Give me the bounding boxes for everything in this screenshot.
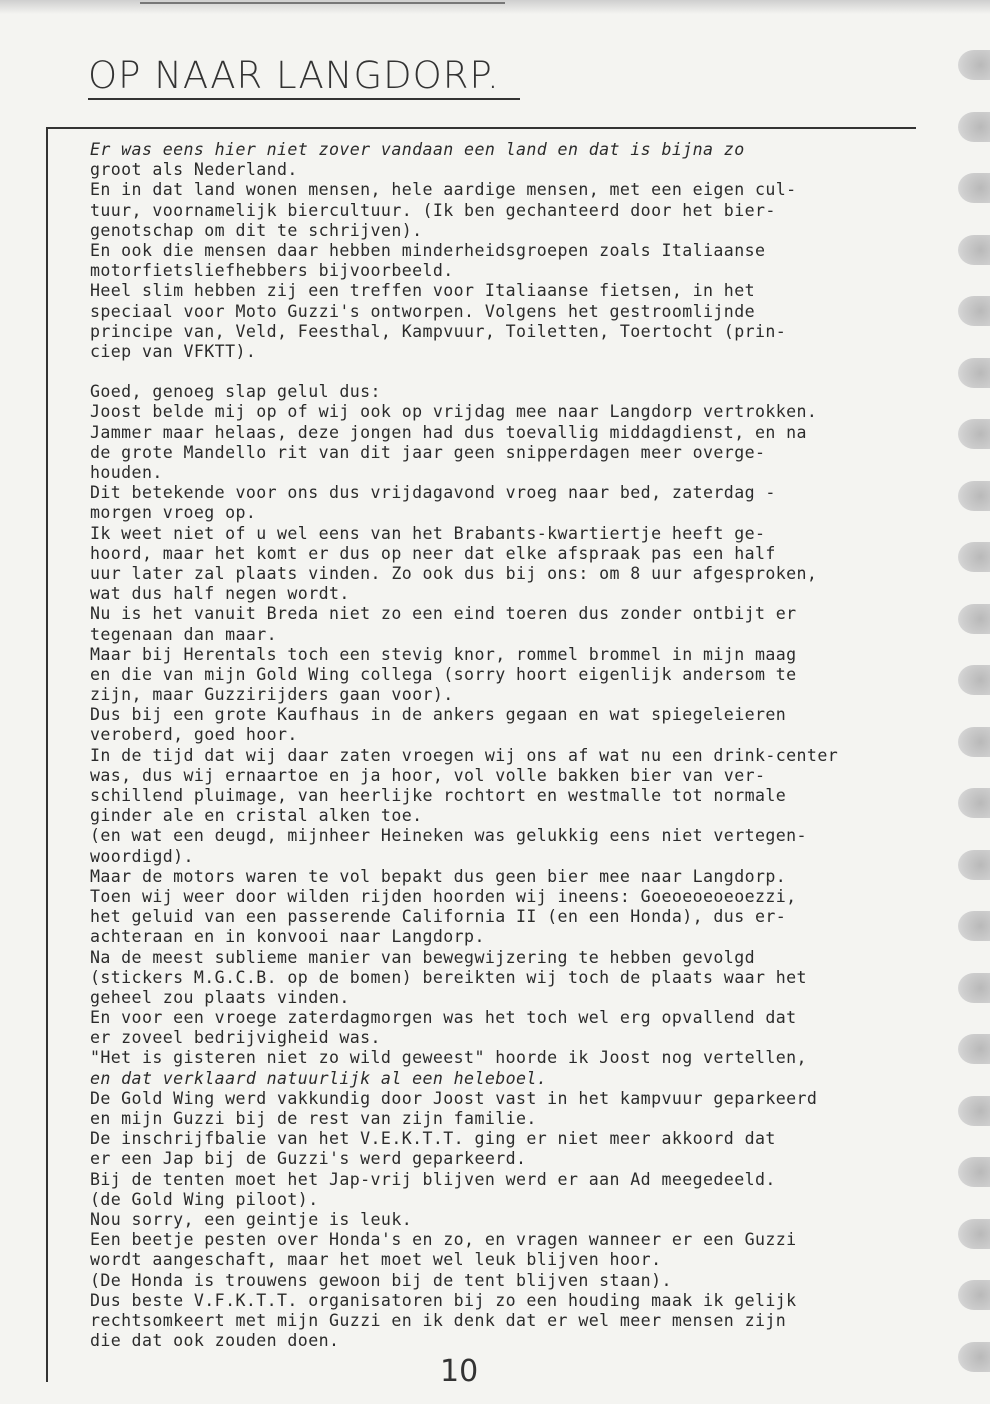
text-line: Heel slim hebben zij een treffen voor Italiaanse fietsen, in het: [90, 281, 755, 301]
text-line: Maar bij Herentals toch een stevig knor, rommel brommel in mijn maag: [90, 644, 797, 664]
binder-hole: [958, 1219, 990, 1249]
text-line: motorfietsliefhebbers bijvoorbeeld.: [90, 261, 454, 281]
text-line: Dus beste V.F.K.T.T. organisatoren bij zo een houding maak ik gelijk: [90, 1290, 797, 1310]
text-line: "Het is gisteren niet zo wild geweest" hoorde ik Joost nog vertellen,: [90, 1048, 807, 1068]
frame-left-border: [46, 127, 48, 1382]
text-line: er een Jap bij de Guzzi's werd geparkeerd.: [90, 1149, 527, 1169]
text-line: tegenaan dan maar.: [90, 624, 278, 644]
text-line: Maar de motors waren te vol bepakt dus geen bier mee naar Langdorp.: [90, 866, 787, 886]
text-line: geheel zou plaats vinden.: [90, 987, 350, 1007]
text-line: (en wat een deugd, mijnheer Heineken was gelukkig eens niet vertegen-: [90, 826, 807, 846]
text-line: (de Gold Wing piloot).: [90, 1189, 319, 1209]
text-line: speciaal voor Moto Guzzi's ontworpen. Volgens het gestroomlijnde: [90, 301, 755, 321]
text-line: En ook die mensen daar hebben minderheidsgroepen zoals Italiaanse: [90, 240, 766, 260]
binder-hole: [958, 1157, 990, 1187]
text-line: Toen wij weer door wilden rijden hoorden wij ineens: Goeoeoeoeoezzi,: [90, 886, 797, 906]
binder-hole: [958, 419, 990, 449]
top-rule: [140, 2, 505, 4]
binder-hole: [958, 296, 990, 326]
paragraph-gap: [90, 362, 960, 382]
text-line: er zoveel bedrijvigheid was.: [90, 1028, 381, 1048]
text-line: rechtsomkeert met mijn Guzzi en ik denk dat er wel meer mensen zijn: [90, 1310, 787, 1330]
text-line: was, dus wij ernaartoe en ja hoor, vol volle bakken bier van ver-: [90, 765, 766, 785]
text-line: Na de meest sublieme manier van bewegwijzering te hebben gevolgd: [90, 947, 755, 967]
text-line: houden.: [90, 463, 163, 482]
binder-hole: [958, 665, 990, 695]
text-line: Dus bij een grote Kaufhaus in de ankers gegaan en wat spiegeleieren: [90, 705, 787, 725]
binder-hole: [958, 112, 990, 142]
text-line: die dat ook zouden doen.: [90, 1331, 340, 1351]
text-line: de grote Mandello rit van dit jaar geen snipperdagen meer overge-: [90, 442, 766, 462]
text-line: zijn, maar Guzzirijders gaan voor).: [90, 685, 454, 705]
article-body: [90, 140, 960, 1351]
binder-hole: [958, 911, 990, 941]
text-line: De Gold Wing werd vakkundig door Joost vast in het kampvuur geparkeerd: [90, 1088, 818, 1108]
page-number: 10: [440, 1354, 479, 1389]
text-line: veroberd, goed hoor.: [90, 725, 298, 745]
text-line: en mijn Guzzi bij de rest van zijn familie.: [90, 1109, 537, 1128]
text-line: woordigd).: [90, 846, 194, 866]
text-line: tuur, voornamelijk biercultuur. (Ik ben gechanteerd door het bier-: [90, 200, 776, 220]
binder-hole: [958, 481, 990, 511]
text-line: het geluid van een passerende California II (en een Honda), dus er-: [90, 907, 787, 927]
text-line: En voor een vroege zaterdagmorgen was het toch wel erg opvallend dat: [90, 1008, 797, 1028]
text-line: Nou sorry, een geintje is leuk.: [90, 1209, 413, 1229]
text-line: en dat verklaard natuurlijk al een heleboel.: [90, 1068, 548, 1088]
binder-hole: [958, 542, 990, 572]
text-line: En in dat land wonen mensen, hele aardige mensen, met een eigen cul-: [90, 180, 797, 200]
text-line: De inschrijfbalie van het V.E.K.T.T. ging er niet meer akkoord dat: [90, 1129, 776, 1149]
text-line: principe van, Veld, Feesthal, Kampvuur, Toiletten, Toertocht (prin-: [90, 321, 787, 341]
binder-hole: [958, 727, 990, 757]
binder-hole: [958, 358, 990, 388]
text-line: Dit betekende voor ons dus vrijdagavond vroeg naar bed, zaterdag -: [90, 483, 776, 503]
page-title: OP NAAR LANGDORP.: [88, 54, 500, 97]
text-line: Er was eens hier niet zover vandaan een land en dat is bijna zo: [90, 140, 745, 159]
text-line: Jammer maar helaas, deze jongen had dus toevallig middagdienst, en na: [90, 422, 807, 442]
binder-hole: [958, 604, 990, 634]
binder-hole: [958, 973, 990, 1003]
binder-hole: [958, 50, 990, 80]
text-line: uur later zal plaats vinden. Zo ook dus bij ons: om 8 uur afgesproken,: [90, 563, 818, 583]
text-line: ginder ale en cristal alken toe.: [90, 806, 423, 826]
text-line: Nu is het vanuit Breda niet zo een eind toeren dus zonder ontbijt er: [90, 604, 797, 624]
binder-hole: [958, 235, 990, 265]
text-line: ciep van VFKTT).: [90, 341, 257, 361]
text-line: schillend pluimage, van heerlijke rochtort en westmalle tot normale: [90, 786, 787, 805]
text-line: achteraan en in konvooi naar Langdorp.: [90, 927, 485, 947]
binder-hole: [958, 1342, 990, 1372]
text-line: (De Honda is trouwens gewoon bij de tent blijven staan).: [90, 1270, 672, 1290]
text-line: Joost belde mij op of wij ook op vrijdag mee naar Langdorp vertrokken.: [90, 402, 818, 422]
text-line: wordt aangeschaft, maar het moet wel leuk blijven hoor.: [90, 1250, 662, 1270]
text-line: genotschap om dit te schrijven).: [90, 220, 423, 240]
text-line: (stickers M.G.C.B. op de bomen) bereikten wij toch de plaats waar het: [90, 967, 807, 987]
binder-hole: [958, 1096, 990, 1126]
binder-hole: [958, 788, 990, 818]
text-line: In de tijd dat wij daar zaten vroegen wij ons af wat nu een drink-center: [90, 745, 839, 765]
title-underline: [88, 98, 520, 100]
text-line: hoord, maar het komt er dus op neer dat elke afspraak pas een half: [90, 543, 776, 563]
text-line: groot als Nederland.: [90, 160, 298, 180]
text-line: morgen vroeg op.: [90, 503, 257, 523]
text-line: wat dus half negen wordt.: [90, 584, 350, 604]
frame-top-border: [46, 127, 916, 129]
text-line: Goed, genoeg slap gelul dus:: [90, 382, 381, 402]
binder-hole: [958, 173, 990, 203]
text-line: Ik weet niet of u wel eens van het Brabants-kwartiertje heeft ge-: [90, 523, 766, 543]
text-line: en die van mijn Gold Wing collega (sorry hoort eigenlijk andersom te: [90, 664, 797, 684]
binder-hole: [958, 850, 990, 880]
text-line: Een beetje pesten over Honda's en zo, en vragen wanneer er een Guzzi: [90, 1230, 797, 1250]
binder-hole: [958, 1034, 990, 1064]
text-line: Bij de tenten moet het Jap-vrij blijven werd er aan Ad meegedeeld.: [90, 1169, 776, 1189]
binder-hole: [958, 1280, 990, 1310]
